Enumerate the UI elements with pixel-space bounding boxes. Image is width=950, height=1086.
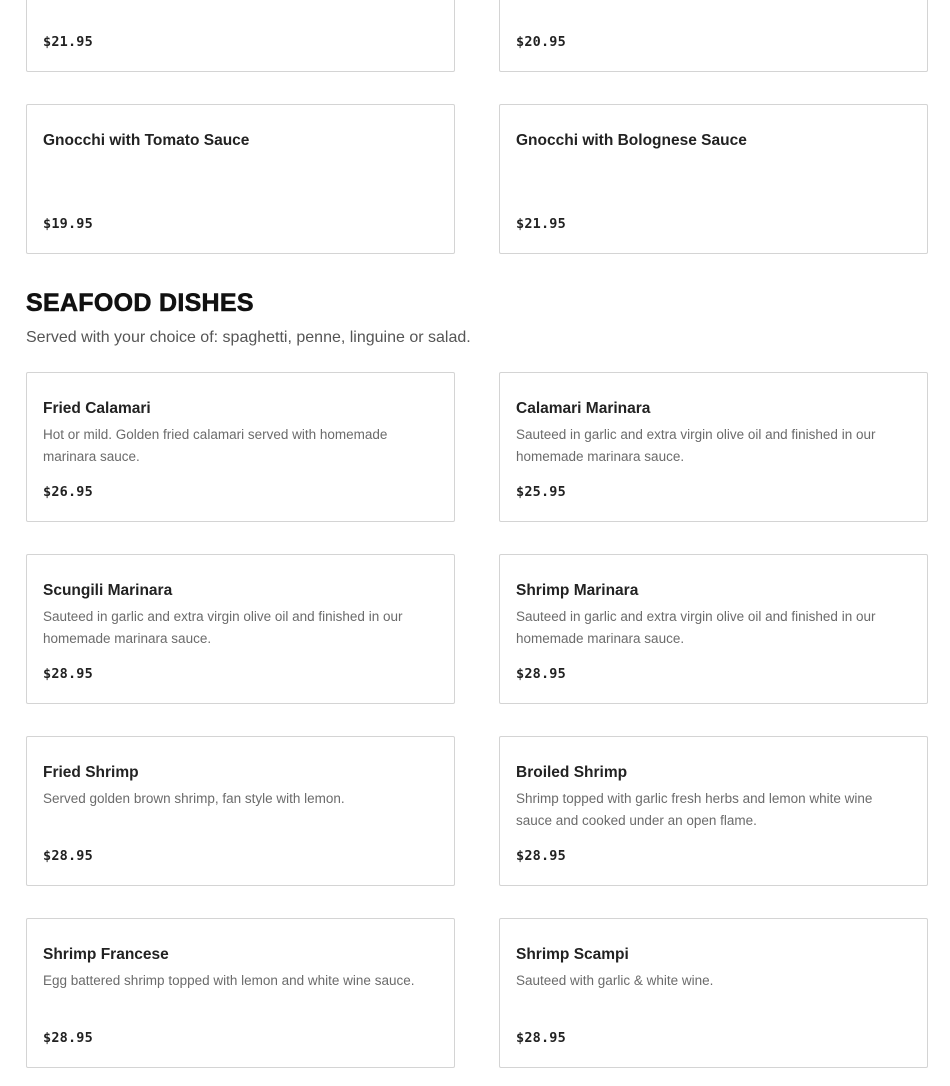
menu-item-price: $26.95 <box>43 483 93 500</box>
menu-item-name: Shrimp Scampi <box>516 946 629 963</box>
pasta-items-grid <box>26 0 928 254</box>
menu-item-card[interactable] <box>26 0 455 72</box>
menu-item-name: Gnocchi with Bolognese Sauce <box>516 132 747 149</box>
menu-item-price: $28.95 <box>43 1029 93 1046</box>
menu-item-card[interactable] <box>499 0 928 72</box>
menu-item-price: $21.95 <box>516 215 566 232</box>
menu-item-description: Sauteed in garlic and extra virgin olive oil and finished in our homemade marinara sauce. <box>516 427 876 464</box>
menu-item-card[interactable] <box>26 554 455 704</box>
menu-item-price: $28.95 <box>516 1029 566 1046</box>
menu-item-name: Scungili Marinara <box>43 582 173 599</box>
menu-item-name: Fried Calamari <box>43 400 151 417</box>
menu-item-card[interactable] <box>499 372 928 522</box>
menu-item-card[interactable] <box>499 918 928 1068</box>
menu-item-name: Gnocchi with Tomato Sauce <box>43 132 250 149</box>
menu-item-name: Shrimp Francese <box>43 946 169 963</box>
menu-item-price: $19.95 <box>43 215 93 232</box>
menu-item-name: Shrimp Marinara <box>516 582 639 599</box>
menu-item-card[interactable] <box>499 736 928 886</box>
menu-item-card[interactable] <box>26 104 455 254</box>
menu-item-description: Hot or mild. Golden fried calamari served with homemade marinara sauce. <box>43 427 388 464</box>
menu-item-price: $20.95 <box>516 33 566 50</box>
menu-item-description: Shrimp topped with garlic fresh herbs and lemon white wine sauce and cooked under an open flame. <box>516 791 873 828</box>
menu-item-description: Sauteed in garlic and extra virgin olive oil and finished in our homemade marinara sauce. <box>516 609 876 646</box>
menu-item-card[interactable] <box>26 736 455 886</box>
menu-item-price: $28.95 <box>516 665 566 682</box>
menu-item-description: Egg battered shrimp topped with lemon and white wine sauce. <box>43 973 415 988</box>
menu-item-name: Broiled Shrimp <box>516 764 628 781</box>
menu-item-name: Fried Shrimp <box>43 764 139 781</box>
menu-item-card[interactable] <box>499 554 928 704</box>
menu-item-price: $21.95 <box>43 33 93 50</box>
menu-item-card[interactable] <box>26 372 455 522</box>
menu-item-description: Served golden brown shrimp, fan style with lemon. <box>43 791 345 806</box>
menu-content <box>26 0 928 1068</box>
menu-item-card[interactable] <box>499 104 928 254</box>
seafood-items-grid <box>26 372 928 1068</box>
menu-item-card[interactable] <box>26 918 455 1068</box>
section-title: SEAFOOD DISHES <box>26 289 254 317</box>
seafood-section-header <box>26 290 928 348</box>
menu-item-price: $28.95 <box>43 665 93 682</box>
menu-item-description: Sauteed with garlic & white wine. <box>516 973 714 988</box>
menu-item-price: $28.95 <box>516 847 566 864</box>
menu-item-description: Sauteed in garlic and extra virgin olive oil and finished in our homemade marinara sauce. <box>43 609 403 646</box>
menu-item-price: $28.95 <box>43 847 93 864</box>
menu-item-name: Calamari Marinara <box>516 400 651 417</box>
section-subtitle: Served with your choice of: spaghetti, penne, linguine or salad. <box>26 329 471 346</box>
menu-item-price: $25.95 <box>516 483 566 500</box>
